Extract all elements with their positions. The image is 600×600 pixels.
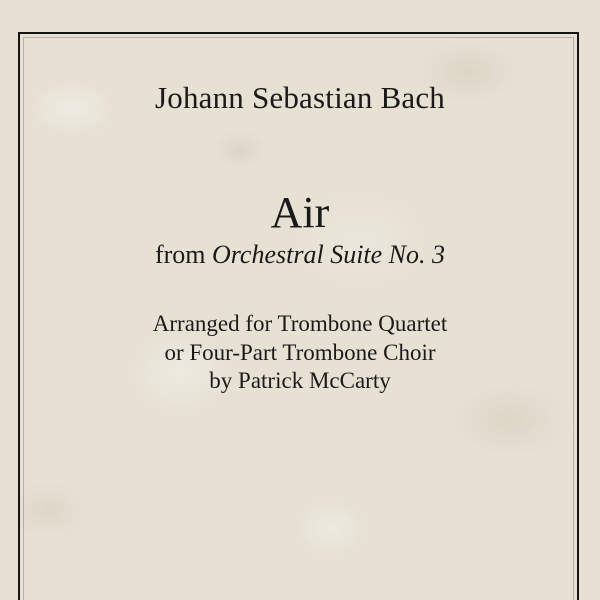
piece-subtitle bbox=[0, 240, 600, 270]
subtitle-work: Orchestral Suite No. 3 bbox=[212, 240, 446, 269]
composer-name: Johann Sebastian Bach bbox=[154, 80, 446, 115]
subtitle-prefix: from bbox=[154, 240, 206, 269]
arrangement-line-1: Arranged for Trombone Quartet bbox=[152, 311, 448, 336]
arrangement-line-2: or Four-Part Trombone Choir bbox=[164, 340, 436, 365]
arrangement-line-3: by Patrick McCarty bbox=[209, 368, 391, 393]
piece-title: Air bbox=[270, 188, 330, 237]
